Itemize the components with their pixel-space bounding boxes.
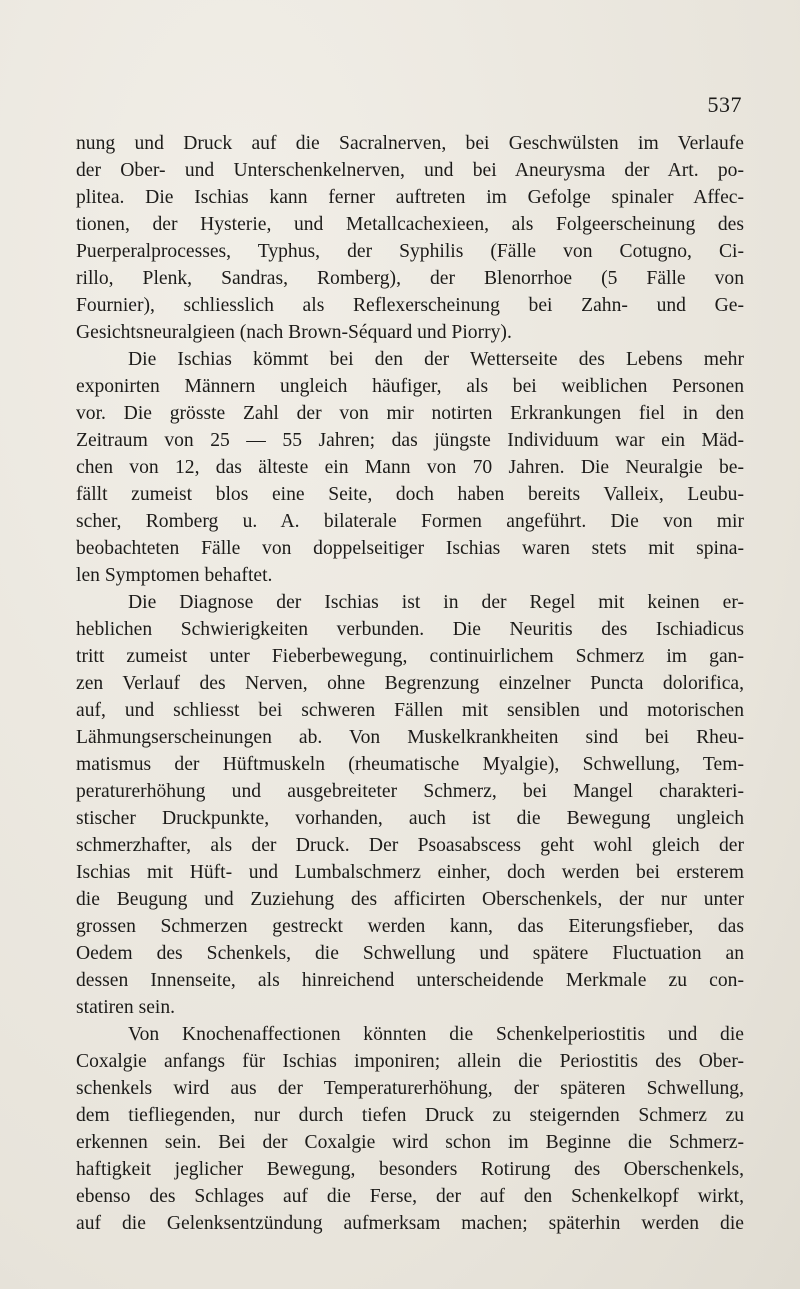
text-line: heblichen Schwierigkeiten verbunden. Die Neuritis des Ischiadicus	[76, 619, 744, 640]
text-line: vor. Die grösste Zahl der von mir notirten Erkrankungen fiel in den	[76, 403, 744, 424]
text-line: matismus der Hüftmuskeln (rheumatische Myalgie), Schwellung, Tem-	[76, 754, 744, 775]
text-line: plitea. Die Ischias kann ferner auftreten im Gefolge spinaler Affec-	[76, 187, 744, 208]
text-line: len Symptomen behaftet.	[76, 565, 273, 586]
text-line: Von Knochenaffectionen könnten die Schenkelperiostitis und die	[128, 1024, 744, 1045]
text-line: tritt zumeist unter Fieberbewegung, continuirlichem Schmerz im gan-	[76, 646, 744, 667]
text-line: Ischias mit Hüft- und Lumbalschmerz einher, doch werden bei ersterem	[76, 862, 744, 883]
text-line: der Ober- und Unterschenkelnerven, und bei Aneurysma der Art. po-	[76, 160, 744, 181]
text-line: Zeitraum von 25 — 55 Jahren; das jüngste Individuum war ein Mäd-	[76, 430, 744, 451]
text-line: auf die Gelenksentzündung aufmerksam machen; späterhin werden die	[76, 1213, 744, 1234]
text-line: chen von 12, das älteste ein Mann von 70 Jahren. Die Neuralgie be-	[76, 457, 744, 478]
text-line: schenkels wird aus der Temperaturerhöhung, der späteren Schwellung,	[76, 1078, 744, 1099]
text-line: exponirten Männern ungleich häufiger, als bei weiblichen Personen	[76, 376, 744, 397]
text-line: Die Diagnose der Ischias ist in der Regel mit keinen er-	[128, 592, 744, 613]
text-line: fällt zumeist blos eine Seite, doch haben bereits Valleix, Leubu-	[76, 484, 744, 505]
text-line: scher, Romberg u. A. bilaterale Formen angeführt. Die von mir	[76, 511, 744, 532]
text-line: beobachteten Fälle von doppelseitiger Ischias waren stets mit spina-	[76, 538, 744, 559]
text-line: Oedem des Schenkels, die Schwellung und spätere Fluctuation an	[76, 943, 744, 964]
text-line: statiren sein.	[76, 997, 176, 1018]
text-line: erkennen sein. Bei der Coxalgie wird schon im Beginne die Schmerz-	[76, 1132, 744, 1153]
text-line: zen Verlauf des Nerven, ohne Begrenzung einzelner Puncta dolorifica,	[76, 673, 744, 694]
text-line: stischer Druckpunkte, vorhanden, auch ist die Bewegung ungleich	[76, 808, 744, 829]
text-line: dessen Innenseite, als hinreichend unterscheidende Merkmale zu con-	[76, 970, 744, 991]
text-line: Die Ischias kömmt bei den der Wetterseite des Lebens mehr	[128, 349, 744, 370]
text-line: schmerzhafter, als der Druck. Der Psoasabscess geht wohl gleich der	[76, 835, 744, 856]
text-line: dem tiefliegenden, nur durch tiefen Druck zu steigernden Schmerz zu	[76, 1105, 744, 1126]
text-line: ebenso des Schlages auf die Ferse, der auf den Schenkelkopf wirkt,	[76, 1186, 744, 1207]
text-line: auf, und schliesst bei schweren Fällen mit sensiblen und motorischen	[76, 700, 744, 721]
text-line: nung und Druck auf die Sacralnerven, bei Geschwülsten im Verlaufe	[76, 133, 744, 154]
text-line: Lähmungserscheinungen ab. Von Muskelkrankheiten sind bei Rheu-	[76, 727, 744, 748]
text-line: Gesichtsneuralgieen (nach Brown-Séquard und Piorry).	[76, 322, 512, 343]
page-number: 537	[707, 92, 742, 117]
body-text	[76, 130, 744, 1237]
text-line: peraturerhöhung und ausgebreiteter Schmerz, bei Mangel charakteri-	[76, 781, 744, 802]
text-line: grossen Schmerzen gestreckt werden kann, das Eiterungsfieber, das	[76, 916, 744, 937]
text-line: Puerperalprocesses, Typhus, der Syphilis (Fälle von Cotugno, Ci-	[76, 241, 744, 262]
text-line: tionen, der Hysterie, und Metallcachexieen, als Folgeerscheinung des	[76, 214, 744, 235]
text-line: die Beugung und Zuziehung des afficirten Oberschenkels, der nur unter	[76, 889, 744, 910]
text-line: Coxalgie anfangs für Ischias imponiren; allein die Periostitis des Ober-	[76, 1051, 744, 1072]
text-line: haftigkeit jeglicher Bewegung, besonders Rotirung des Oberschenkels,	[76, 1159, 744, 1180]
text-line: rillo, Plenk, Sandras, Romberg), der Blenorrhoe (5 Fälle von	[76, 268, 744, 289]
text-line: Fournier), schliesslich als Reflexerscheinung bei Zahn- und Ge-	[76, 295, 744, 316]
